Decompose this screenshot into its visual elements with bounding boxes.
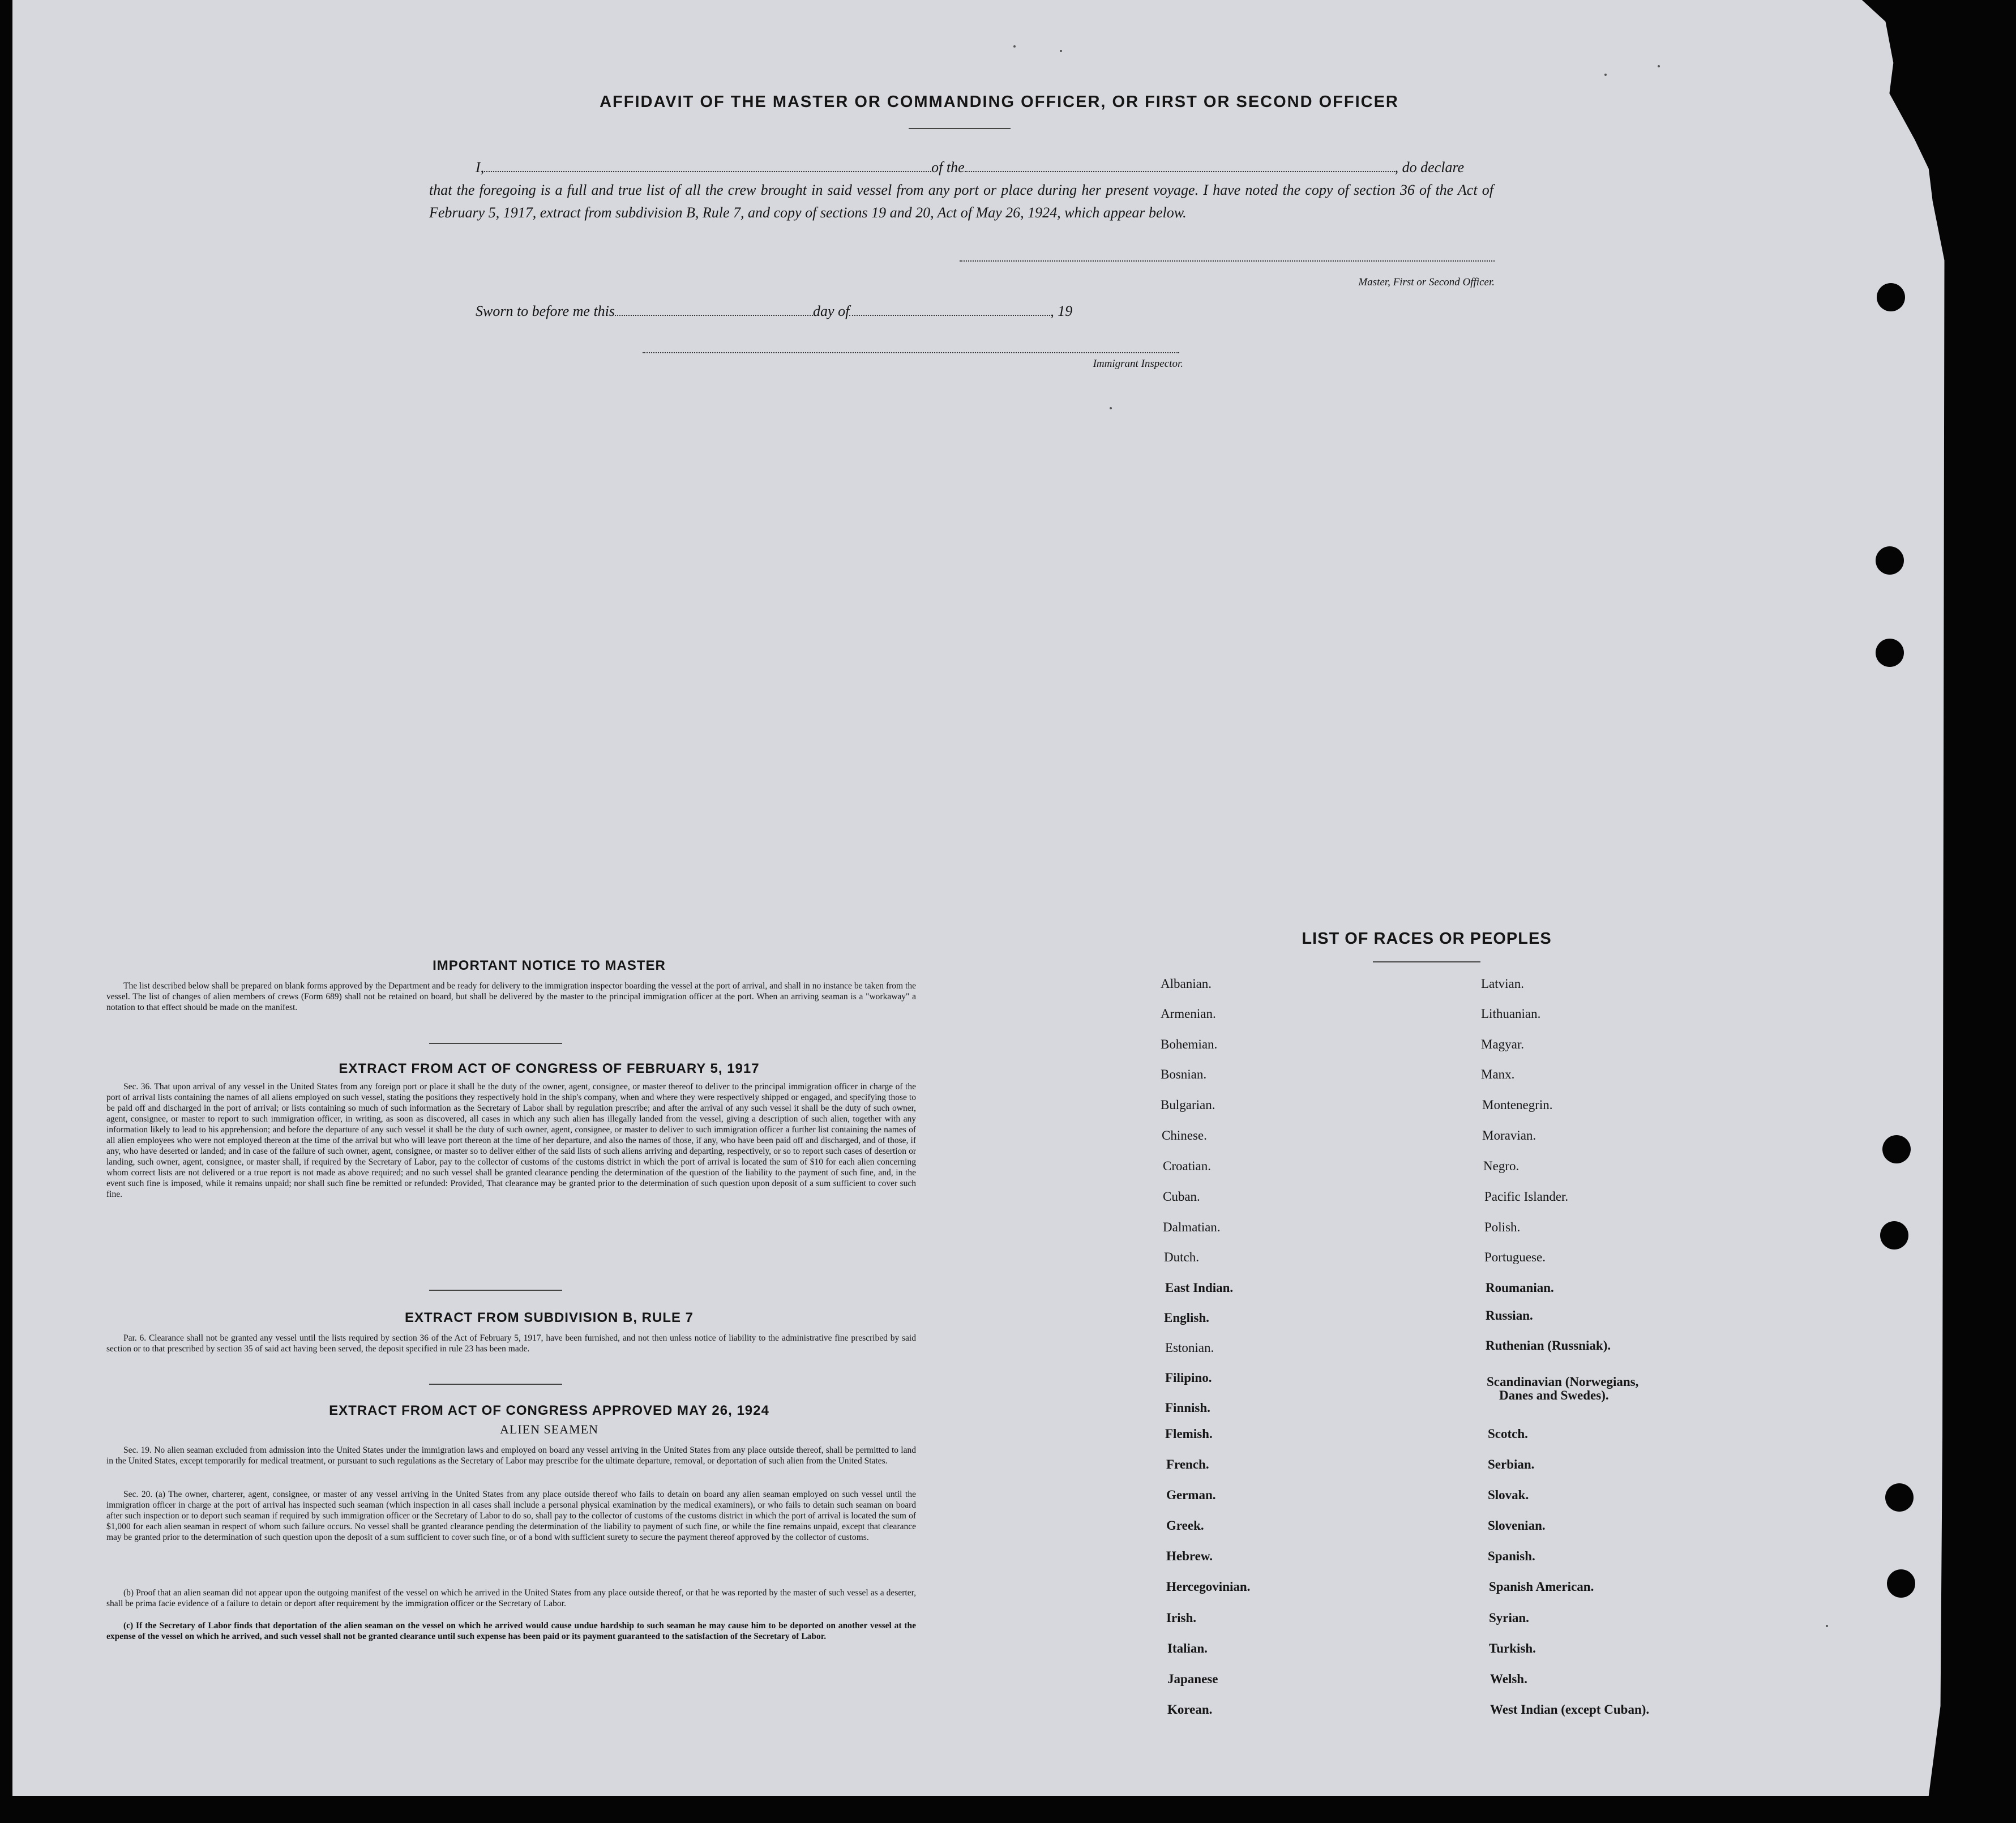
extract-1917-text: Sec. 36. That upon arrival of any vessel in the United States from any foreign port or place it shall be the duty of the owner, agent, consignee, or master thereof to deliver to the principal immigration officer in charge of the port of arrival lists containing the names of all aliens employed on such vessel, stating the positions they respectively hold in the ship's company, when and where they were respectively shipped or engaged, and specifying those to be paid off and discharged in the port of arrival; or lists containing so much of such information as the Secretary of Labor shall by regulation prescribe; and after the arrival of any such vessel it shall be the duty of such owner, agent, consignee, or master to report to such immigration officer, in writing, as soon as discovered, all cases in which any such alien has illegally landed from the vessel, giving a description of such alien, together with any information likely to lead to his apprehension; and before the departure of any such vessel it shall be the duty of such owner, agent, consignee, or master to deliver to such immigration officer a further list containing the names of all alien employees who were not employed thereon at the time of the arrival but who will leave port thereon at the time of her departure, and also the names of those, if any, who have been paid off and discharged, and of those, if any, who have deserted or landed; and in case of the failure of such owner, agent, consignee, or master so to deliver either of the said lists of such aliens arriving and departing, respectively, or so to report such cases of desertion or landing, such owner, agent, consignee, or master shall, if required by the Secretary of Labor, pay to the collector of customs of the customs district in which the port of arrival is located the sum of $10 for each alien concerning whom correct lists are not delivered or a true report is not made as above required; and no such vessel shall be granted clearance pending the determination of the question of the liability to the payment of such fine, and, in the event such fine is imposed, while it remains unpaid; nor shall such fine be remitted or refunded: Provided, That clearance may be granted prior to the determination of such question upon deposit of a sum sufficient to cover such fine. [106,1082,916,1199]
day-of-label: day of [813,303,850,319]
section-20b-text: (b) Proof that an alien seaman did not appear upon the outgoing manifest of the vessel on which he arrived in the United States from any place outside thereof, or that he was reported by the master of such vessel as a deserter, shall be prima facie evidence of a failure to detain or deport after requirement by the immigration officer or the Secretary of Labor. [106,1588,916,1608]
extract-1924-heading: EXTRACT FROM ACT OF CONGRESS APPROVED MAY 26, 1924 [329,1403,769,1418]
race-item: Albanian. [1161,977,1212,991]
affidavit-declaration-line [429,156,1493,179]
race-item: Dutch. [1164,1250,1199,1264]
race-item: Lithuanian. [1481,1007,1541,1021]
year-label: , 19 [1050,303,1073,319]
race-item: Armenian. [1161,1007,1216,1021]
affidavit-declare-label: , do declare [1394,159,1465,176]
affidavit-title: AFFIDAVIT OF THE MASTER OR COMMANDING OFFICER, OR FIRST OR SECOND OFFICER [600,93,1399,111]
section-20c-text: (c) If the Secretary of Labor finds that deportation of the alien seaman on the vessel on which he arrived would cause undue hardship to such seaman he may cause him to be deported on another vessel at the expense of the vessel on which he arrived, and such vessel shall not be granted clearance until such expense has been paid or its payment guaranteed to the satisfaction of the Secretary of Labor. [106,1621,916,1641]
rule-7-text: Par. 6. Clearance shall not be granted any vessel until the lists required by section 36 of the Act of February 5, 1917, have been furnished, and not then unless notice of liability to the administrative fine prescribed by said section or to that prescribed by section 35 of said act having been served, the deposit specified in rule 23 has been made. [106,1333,916,1354]
race-item: Bohemian. [1161,1037,1218,1051]
paper-speck [1060,50,1062,52]
race-item: German. [1166,1488,1216,1502]
section-20a-text: Sec. 20. (a) The owner, charterer, agent, consignee, or master of any vessel arriving in the United States from any place outside thereof who fails to detain on board any alien seaman employed on such vessel until the immigration officer in charge at the port of arrival has inspected such seaman (which inspection in all cases shall include a personal physical examination by the medical examiners), or who fails to detain such seaman on board after such inspection or to deport such seaman if required by such immigration officer or the Secretary of Labor to do so, shall pay to the collector of customs of the customs district in which the port of arrival is located the sum of $1,000 for each alien seaman in respect of whom such failure occurs. No vessel shall be granted clearance pending the determination of the liability to payment of such fine, or while the fine remains unpaid, except that clearance may be granted prior to the determination of such question upon the deposit of a sum sufficient to cover such fine, or of a bond with sufficient surety to secure the payment thereof approved by the collector of customs. [106,1490,916,1542]
inspector-caption: Immigrant Inspector. [1093,358,1183,370]
race-item: Cuban. [1163,1189,1200,1204]
race-item: Filipino. [1165,1371,1212,1385]
affidavit-of-the-label: of the [931,159,965,176]
sworn-month-blank [849,315,1050,316]
sworn-line [429,300,1493,323]
race-item: Portuguese. [1484,1250,1546,1264]
sworn-label: Sworn to before me this [476,303,615,319]
section-divider [429,1043,562,1044]
affidavit-i-label: I, [476,159,485,176]
race-item: Croatian. [1163,1159,1211,1173]
race-item: French. [1166,1457,1209,1471]
race-item: Italian. [1167,1641,1208,1655]
race-item: Bulgarian. [1161,1098,1215,1112]
punch-hole [1882,1135,1911,1163]
extract-1917-heading: EXTRACT FROM ACT OF CONGRESS OF FEBRUARY 5, 1917 [339,1061,760,1076]
sworn-day-blank [615,315,813,316]
race-item: Estonian. [1165,1341,1214,1355]
race-item: Serbian. [1488,1457,1535,1471]
race-item: Spanish. [1488,1549,1535,1563]
race-item: Welsh. [1490,1672,1527,1686]
punch-hole [1887,1569,1915,1598]
race-item: Hebrew. [1166,1549,1213,1563]
race-item: Flemish. [1165,1427,1213,1441]
race-item: Bosnian. [1161,1067,1207,1081]
race-item: Turkish. [1489,1641,1536,1655]
paper-speck [1110,407,1112,409]
race-item: English. [1164,1311,1209,1325]
inspector-signature-line [643,352,1179,353]
race-item: Magyar. [1481,1037,1525,1051]
race-item: Japanese [1167,1672,1218,1686]
master-signature-caption: Master, First or Second Officer. [1358,276,1495,288]
race-item: Spanish American. [1489,1580,1594,1594]
affidavit-body: that the foregoing is a full and true list of all the crew brought in said vessel from any port or place during her present voyage. I have noted the copy of section 36 of the Act of February 5, 1917, extract from subdivision B, Rule 7, and copy of sections 19 and 20, Act of May 26, 1924, which appear below. [429,182,1493,221]
race-item: Pacific Islander. [1484,1189,1569,1204]
rule-7-heading: EXTRACT FROM SUBDIVISION B, RULE 7 [404,1310,694,1325]
paper-speck [1604,74,1607,76]
paper-speck [1658,65,1660,67]
notice-text: The list described below shall be prepared on blank forms approved by the Department and be ready for delivery to the immigration inspector boarding the vessel at the port of arrival, and shall in no instance be taken from the vessel. The list of changes of alien members of crews (Form 689) shall not be retained on board, but shall be delivered by the master to the principal immigration officer at the port. When an arriving seaman is a "workaway" a notation to that effect should be made on the manifest. [106,981,916,1012]
punch-hole [1885,1483,1914,1512]
race-item: Syrian. [1489,1611,1529,1625]
race-item: Roumanian. [1486,1281,1554,1295]
race-item: Moravian. [1482,1128,1536,1142]
race-item: Scandinavian (Norwegians, [1487,1375,1639,1389]
race-item: Chinese. [1162,1128,1207,1142]
notice-heading: IMPORTANT NOTICE TO MASTER [433,958,666,973]
race-item: Scotch. [1488,1427,1528,1441]
race-item: Polish. [1484,1220,1521,1234]
race-item: Latvian. [1481,977,1524,991]
race-item: Ruthenian (Russniak). [1486,1338,1611,1353]
race-item: Irish. [1166,1611,1197,1625]
race-item: Korean. [1167,1702,1213,1717]
race-item: Negro. [1483,1159,1520,1173]
race-item: Slovenian. [1488,1518,1546,1533]
master-signature-line [960,260,1495,262]
title-divider [909,128,1011,129]
race-item: Slovak. [1488,1488,1529,1502]
race-item: Hercegovinian. [1166,1580,1251,1594]
section-divider [429,1290,562,1291]
alien-seamen-subheading: ALIEN SEAMEN [500,1422,598,1436]
race-item: Russian. [1486,1308,1533,1323]
section-divider [429,1384,562,1385]
punch-hole [1876,546,1904,575]
race-item: Dalmatian. [1163,1220,1221,1234]
races-divider [1373,961,1480,962]
section-19-text: Sec. 19. No alien seaman excluded from admission into the United States under the immigration laws and employed on board any vessel arriving in the United States from any place outside thereof, shall be permitted to land in the United States, except temporarily for medical treatment, or pursuant to such regulations as the Secretary of Labor may prescribe for the ultimate departure, removal, or deportation of such alien from the United States. [106,1445,916,1466]
race-item: East Indian. [1165,1281,1234,1295]
punch-hole [1876,639,1904,667]
race-item: Greek. [1166,1518,1204,1533]
race-item: West Indian (except Cuban). [1490,1702,1650,1717]
race-item: Danes and Swedes). [1499,1388,1609,1402]
race-item: Manx. [1481,1067,1515,1081]
race-item: Montenegrin. [1482,1098,1553,1112]
punch-hole [1880,1221,1908,1249]
name-blank [484,171,931,172]
paper-speck [1826,1625,1828,1627]
punch-hole [1877,283,1905,311]
vessel-blank [965,171,1395,172]
race-item: Finnish. [1165,1401,1210,1415]
paper-speck [1013,45,1016,48]
races-title: LIST OF RACES OR PEOPLES [1302,930,1552,948]
